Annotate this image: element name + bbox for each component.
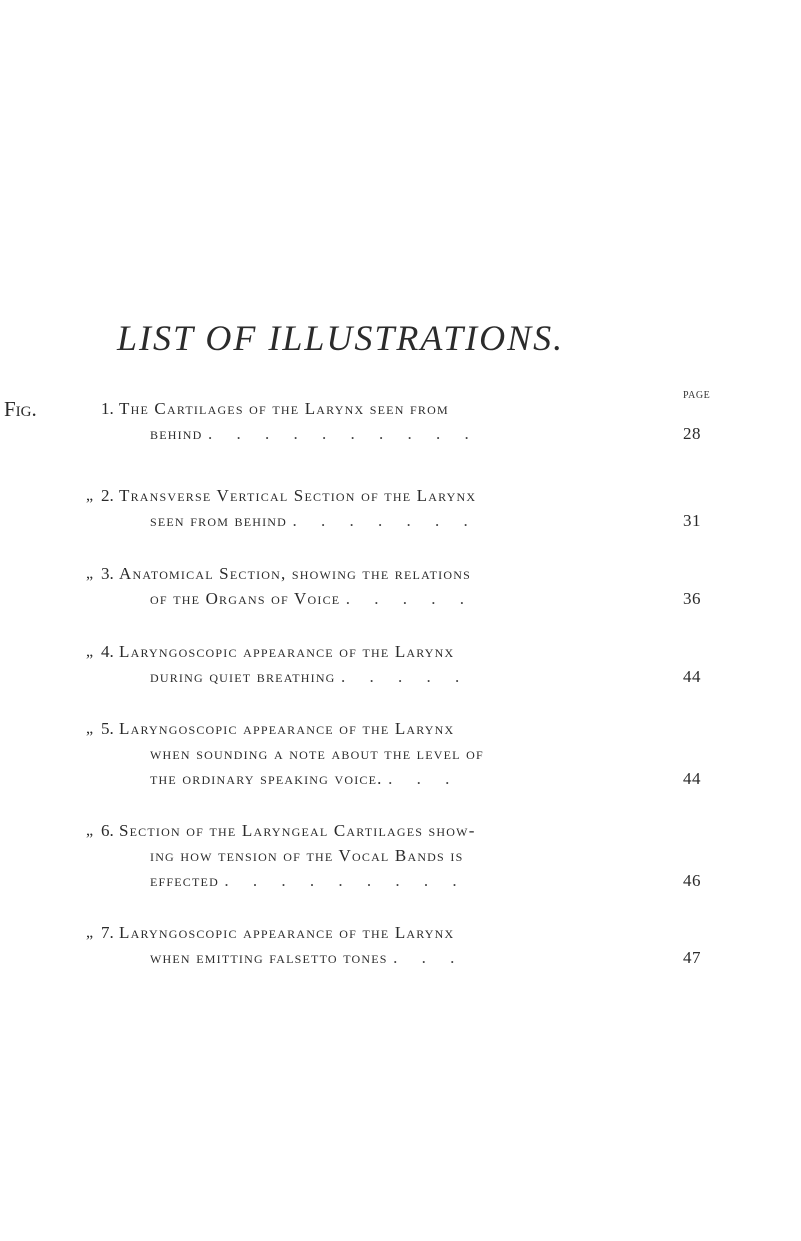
page-number: 31: [683, 511, 701, 530]
ditto-mark: „: [86, 822, 94, 839]
dot-leaders: . . . . . . .: [292, 511, 478, 530]
entry-title-text: during quiet breathing: [150, 667, 336, 686]
entry-title-line-last: [150, 768, 674, 790]
fig-number: 1.: [101, 399, 114, 418]
entry-title-line: The Cartilages of the Larynx seen from: [119, 399, 449, 418]
entry-title-text: of the Organs of Voice: [150, 589, 341, 608]
entry-title-text: the ordinary speaking voice.: [150, 769, 383, 788]
entry-title-line: ing how tension of the Vocal Bands is: [150, 846, 464, 865]
entry-title-text: when emitting falsetto tones: [150, 948, 388, 967]
page-column-heading: PAGE: [683, 390, 711, 401]
entry-title-line-last: [150, 666, 674, 688]
entry-title-line: Laryngoscopic appearance of the Larynx: [119, 923, 455, 942]
entry-title-text: behind: [150, 424, 203, 443]
page-number: 44: [683, 769, 701, 788]
entry-title-text: seen from behind: [150, 511, 288, 530]
entry-title-line: Laryngoscopic appearance of the Larynx: [119, 719, 455, 738]
entry-title-line-last: [150, 870, 674, 892]
entry-title-line: Section of the Laryngeal Cartilages show-: [119, 821, 476, 840]
entry-title-line: Transverse Vertical Section of the Larynx: [119, 486, 477, 505]
dot-leaders: . . . . . . . . .: [224, 871, 467, 890]
page-number: 46: [683, 871, 701, 890]
entry-title-line: Anatomical Section, showing the relations: [119, 564, 471, 583]
ditto-mark: „: [86, 643, 94, 660]
fig-label: Fig.: [4, 397, 37, 421]
fig-number: 3.: [101, 564, 114, 583]
page-number: 28: [683, 424, 701, 443]
fig-number: 4.: [101, 642, 114, 661]
dot-leaders: . . . . . . . . . .: [207, 424, 479, 443]
fig-number: 5.: [101, 719, 114, 738]
entry-title-line-last: [150, 510, 674, 532]
page-title: LIST OF ILLUSTRATIONS.: [117, 318, 565, 358]
entry-title-line-last: [150, 423, 674, 445]
ditto-mark: „: [86, 565, 94, 582]
entry-title-line-last: [150, 588, 674, 610]
dot-leaders: . . . . .: [345, 589, 475, 608]
page-number: 47: [683, 948, 701, 967]
dot-leaders: . . . . .: [341, 667, 470, 686]
entry-title-line: when sounding a note about the level of: [150, 744, 484, 763]
fig-number: 6.: [101, 821, 114, 840]
ditto-mark: „: [86, 487, 94, 504]
page-number: 36: [683, 589, 701, 608]
page-number: 44: [683, 667, 701, 686]
ditto-mark: „: [86, 924, 94, 941]
ditto-mark: „: [86, 720, 94, 737]
dot-leaders: . . .: [393, 948, 465, 967]
entry-title-line-last: [150, 947, 674, 969]
fig-number: 7.: [101, 923, 114, 942]
fig-number: 2.: [101, 486, 114, 505]
dot-leaders: . . .: [388, 769, 460, 788]
entry-title-line: Laryngoscopic appearance of the Larynx: [119, 642, 455, 661]
entry-title-text: effected: [150, 871, 219, 890]
